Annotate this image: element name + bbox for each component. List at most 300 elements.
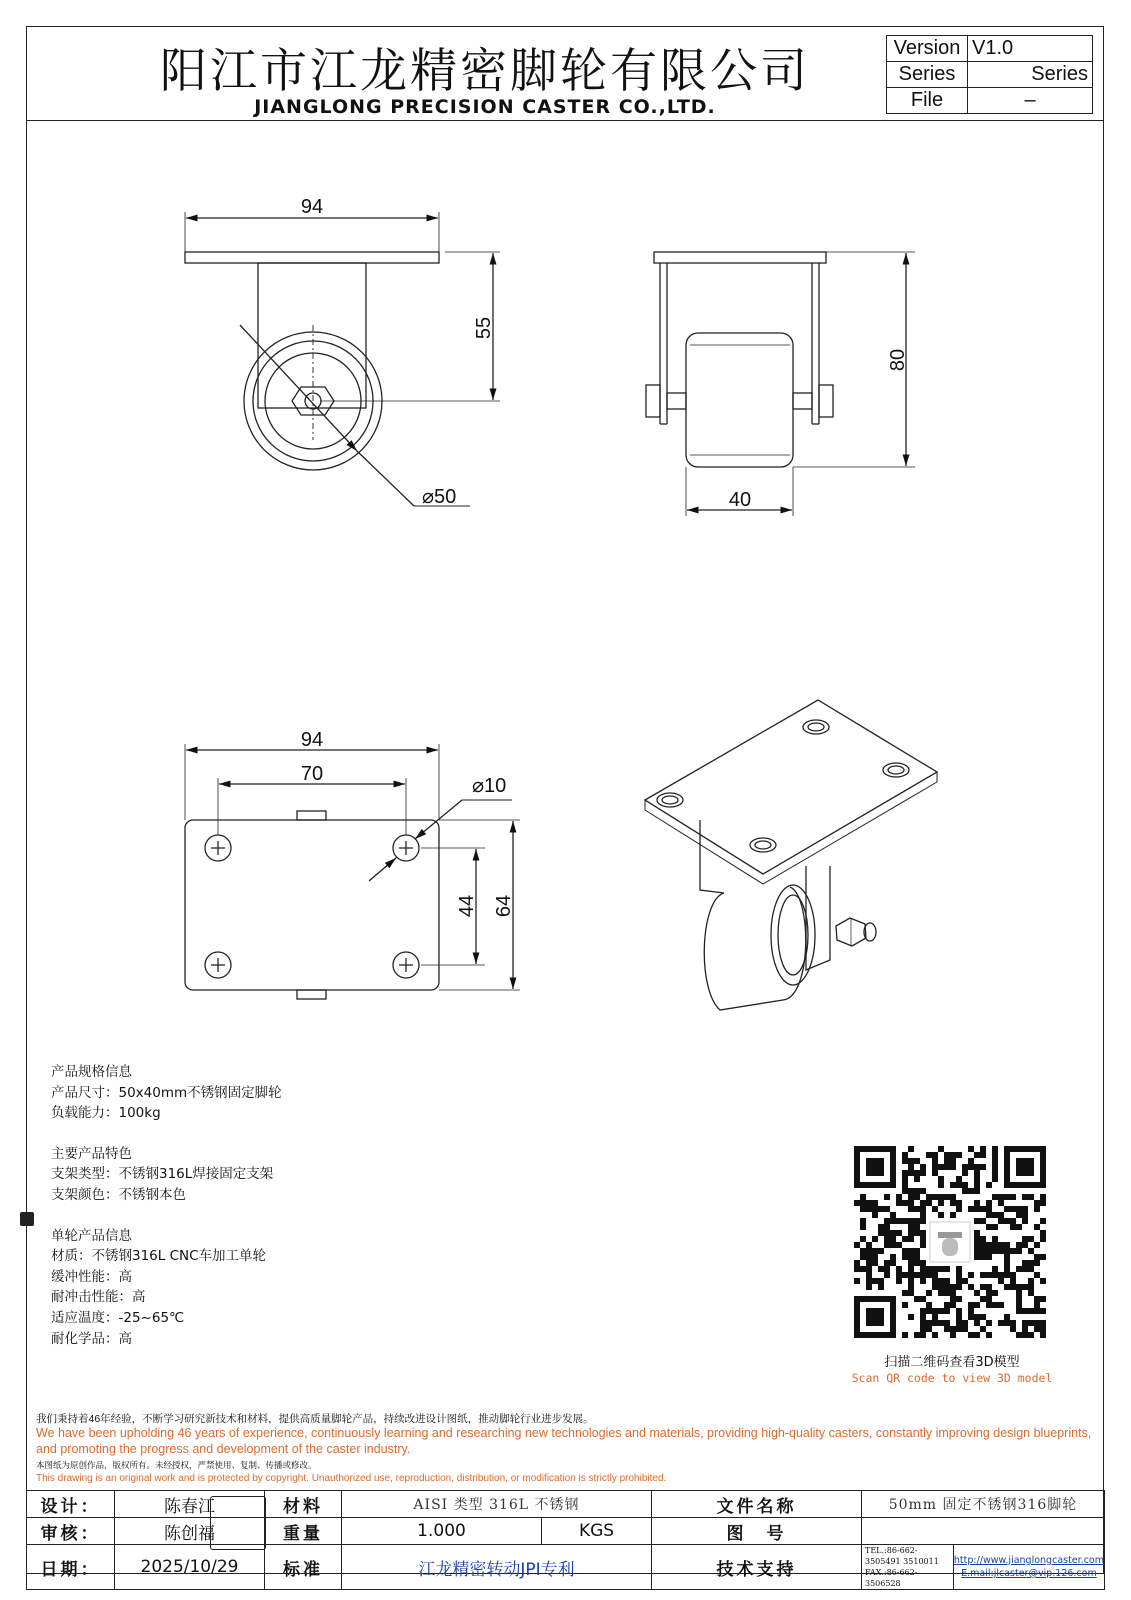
qr-module	[968, 1302, 974, 1308]
qr-module	[962, 1320, 968, 1326]
qr-module	[914, 1248, 920, 1254]
qr-module	[890, 1236, 896, 1242]
qr-module	[890, 1230, 896, 1236]
qr-module	[944, 1290, 950, 1296]
qr-module	[902, 1290, 908, 1296]
qr-module	[950, 1152, 956, 1158]
qr-module	[872, 1206, 878, 1212]
qr-module	[974, 1164, 980, 1170]
qr-module	[902, 1218, 908, 1224]
dim-wheel-width: 40	[728, 489, 752, 511]
qr-module	[914, 1296, 920, 1302]
qr-module	[998, 1194, 1004, 1200]
signature-box	[210, 1496, 266, 1550]
qr-module	[992, 1236, 998, 1242]
qr-module	[1028, 1236, 1034, 1242]
product-specs	[51, 1062, 282, 1349]
qr-module	[908, 1218, 914, 1224]
material-value: AISI 类型 316L 不锈钢	[342, 1491, 652, 1518]
qr-module	[992, 1242, 998, 1248]
qr-module	[866, 1272, 872, 1278]
qr-module	[860, 1224, 866, 1230]
qr-module	[992, 1152, 998, 1158]
qr-module	[908, 1290, 914, 1296]
qr-module	[1010, 1218, 1016, 1224]
qr-module	[920, 1206, 926, 1212]
qr-module	[1004, 1206, 1010, 1212]
qr-module	[998, 1272, 1004, 1278]
qr-module	[1022, 1218, 1028, 1224]
qr-module	[998, 1248, 1004, 1254]
qr-module	[938, 1290, 944, 1296]
qr-module	[920, 1332, 926, 1338]
qr-module	[1040, 1278, 1046, 1284]
qr-module	[872, 1278, 878, 1284]
qr-module	[884, 1242, 890, 1248]
qr-module	[950, 1332, 956, 1338]
qr-module	[980, 1296, 986, 1302]
qr-module	[914, 1224, 920, 1230]
top-view	[185, 744, 520, 999]
designer-name: 陈春江	[115, 1491, 265, 1518]
qr-module	[914, 1170, 920, 1176]
qr-module	[902, 1188, 908, 1194]
qr-module	[866, 1248, 872, 1254]
qr-module	[938, 1176, 944, 1182]
qr-module	[992, 1290, 998, 1296]
notice-cn-2: 本图纸为原创作品，版权所有。未经授权，严禁使用、复制、传播或修改。	[36, 1460, 317, 1470]
qr-module	[986, 1248, 992, 1254]
qr-module	[998, 1242, 1004, 1248]
qr-module	[1016, 1296, 1022, 1302]
qr-module	[986, 1320, 992, 1326]
qr-module	[938, 1284, 944, 1290]
qr-module	[956, 1206, 962, 1212]
filename-label: 文件名称	[652, 1491, 862, 1518]
qr-module	[1016, 1290, 1022, 1296]
qr-module	[866, 1242, 872, 1248]
qr-module	[950, 1326, 956, 1332]
qr-module	[950, 1182, 956, 1188]
qr-module	[980, 1152, 986, 1158]
qr-module	[902, 1182, 908, 1188]
qr-module	[980, 1236, 986, 1242]
qr-module	[896, 1218, 902, 1224]
spec-heading-2: 主要产品特色	[51, 1145, 132, 1162]
qr-module	[908, 1194, 914, 1200]
qr-module	[902, 1254, 908, 1260]
qr-module	[992, 1272, 998, 1278]
qr-module	[884, 1236, 890, 1242]
qr-module	[986, 1200, 992, 1206]
qr-module	[992, 1176, 998, 1182]
qr-module	[1016, 1224, 1022, 1230]
qr-module	[866, 1278, 872, 1284]
qr-module	[1034, 1254, 1040, 1260]
qr-module	[926, 1290, 932, 1296]
qr-module	[896, 1272, 902, 1278]
qr-module	[1022, 1194, 1028, 1200]
qr-module	[1022, 1260, 1028, 1266]
qr-module	[884, 1266, 890, 1272]
qr-module	[1022, 1242, 1028, 1248]
qr-module	[872, 1212, 878, 1218]
qr-module	[998, 1218, 1004, 1224]
qr-module	[1022, 1326, 1028, 1332]
qr-module	[956, 1320, 962, 1326]
qr-module	[932, 1158, 938, 1164]
qr-module	[926, 1272, 932, 1278]
qr-module	[950, 1284, 956, 1290]
qr-module	[980, 1284, 986, 1290]
qr-module	[1022, 1236, 1028, 1242]
spec-line: 产品尺寸：50x40mm不锈钢固定脚轮	[51, 1084, 282, 1101]
notice-en-2: This drawing is an original work and is protected by copyright. Unauthorized use, reproduction, distribution, or modification is strictly prohibited.	[36, 1473, 667, 1484]
qr-module	[980, 1254, 986, 1260]
qr-module	[950, 1296, 956, 1302]
qr-module	[926, 1326, 932, 1332]
qr-module	[920, 1236, 926, 1242]
qr-module	[860, 1206, 866, 1212]
qr-module	[1022, 1206, 1028, 1212]
qr-module	[908, 1170, 914, 1176]
qr-module	[1034, 1224, 1040, 1230]
qr-module	[980, 1314, 986, 1320]
qr-module	[1004, 1254, 1010, 1260]
qr-module	[920, 1314, 926, 1320]
qr-module	[968, 1314, 974, 1320]
qr-module	[992, 1146, 998, 1152]
qr-module	[950, 1302, 956, 1308]
qr-module	[884, 1206, 890, 1212]
dim-hole-diameter: ⌀10	[472, 775, 507, 797]
qr-module	[1034, 1296, 1040, 1302]
dim-side-height: 80	[887, 348, 909, 372]
qr-module	[974, 1254, 980, 1260]
qr-module	[878, 1206, 884, 1212]
qr-module	[854, 1260, 860, 1266]
qr-module	[944, 1284, 950, 1290]
qr-module	[878, 1248, 884, 1254]
qr-module	[974, 1248, 980, 1254]
website-link[interactable]: http://www.jianglongcaster.com	[953, 1555, 1104, 1566]
qr-module	[902, 1248, 908, 1254]
qr-module	[998, 1212, 1004, 1218]
support-label: 技术支持	[652, 1545, 862, 1590]
qr-module	[914, 1260, 920, 1266]
qr-module	[1034, 1242, 1040, 1248]
qr-module	[908, 1146, 914, 1152]
dim-front-width: 94	[300, 196, 324, 218]
qr-module	[968, 1284, 974, 1290]
qr-module	[920, 1296, 926, 1302]
date-label: 日期：	[27, 1545, 115, 1590]
qr-module	[962, 1170, 968, 1176]
qr-module	[938, 1308, 944, 1314]
qr-module	[1004, 1320, 1010, 1326]
qr-module	[872, 1236, 878, 1242]
qr-module	[908, 1224, 914, 1230]
dim-hole-spacing-y: 44	[456, 894, 478, 918]
qr-module	[1016, 1206, 1022, 1212]
qr-module	[950, 1200, 956, 1206]
qr-module	[980, 1326, 986, 1332]
qr-module	[1034, 1260, 1040, 1266]
qr-module	[1010, 1272, 1016, 1278]
qr-module	[866, 1260, 872, 1266]
qr-module	[968, 1146, 974, 1152]
qr-module	[974, 1236, 980, 1242]
qr-module	[992, 1212, 998, 1218]
qr-module	[956, 1200, 962, 1206]
mounting-hole-br	[393, 952, 419, 978]
front-view	[185, 212, 500, 506]
qr-module	[920, 1200, 926, 1206]
qr-module	[938, 1146, 944, 1152]
qr-module	[950, 1212, 956, 1218]
qr-module	[908, 1206, 914, 1212]
qr-module	[1040, 1296, 1046, 1302]
qr-module	[974, 1302, 980, 1308]
qr-module	[1004, 1248, 1010, 1254]
qr-module	[1022, 1284, 1028, 1290]
qr-module	[1034, 1206, 1040, 1212]
spec-line: 适应温度：-25~65℃	[51, 1309, 185, 1326]
qr-module	[950, 1164, 956, 1170]
qr-module	[1010, 1248, 1016, 1254]
spec-line: 支架类型：不锈钢316L焊接固定支架	[51, 1166, 274, 1183]
qr-module	[1034, 1326, 1040, 1332]
figure-no	[862, 1518, 1105, 1545]
dim-hole-spacing-x: 70	[300, 763, 324, 785]
qr-module	[950, 1194, 956, 1200]
qr-module	[926, 1320, 932, 1326]
qr-module	[1040, 1326, 1046, 1332]
side-view	[646, 252, 915, 516]
qr-module	[860, 1218, 866, 1224]
qr-module	[872, 1260, 878, 1266]
qr-module	[926, 1152, 932, 1158]
qr-module	[884, 1272, 890, 1278]
dim-plate-depth: 64	[493, 894, 515, 918]
qr-module	[908, 1248, 914, 1254]
qr-module	[986, 1302, 992, 1308]
qr-module	[1040, 1218, 1046, 1224]
qr-module	[902, 1200, 908, 1206]
qr-module	[920, 1164, 926, 1170]
spec-line: 耐化学品：高	[51, 1330, 132, 1347]
qr-module	[974, 1176, 980, 1182]
qr-module	[914, 1176, 920, 1182]
qr-module	[944, 1308, 950, 1314]
spec-line: 支架颜色：不锈钢本色	[51, 1186, 186, 1203]
qr-module	[1004, 1242, 1010, 1248]
qr-module	[938, 1278, 944, 1284]
qr-module	[944, 1152, 950, 1158]
notice-cn-1: 我们秉持着46年经验，不断学习研究新技术和材料，提供高质量脚轮产品，持续改进设计图纸，推动脚轮行业进步发展。	[36, 1413, 594, 1425]
email-link[interactable]: E.mail:jlcaster@vip.126.com	[961, 1568, 1097, 1579]
design-label: 设计：	[27, 1491, 115, 1518]
qr-code-icon[interactable]	[854, 1146, 1046, 1338]
qr-module	[986, 1224, 992, 1230]
spec-heading-1: 产品规格信息	[51, 1064, 132, 1080]
qr-module	[860, 1266, 866, 1272]
qr-caption-en: Scan QR code to view 3D model	[851, 1371, 1053, 1385]
qr-module	[872, 1254, 878, 1260]
version-value: V1.0	[968, 36, 1093, 62]
qr-module	[998, 1302, 1004, 1308]
weight-unit: KGS	[542, 1518, 652, 1545]
qr-module	[878, 1284, 884, 1290]
qr-caption-cn: 扫描二维码查看3D模型	[884, 1355, 1020, 1370]
qr-module	[956, 1314, 962, 1320]
qr-module	[956, 1272, 962, 1278]
qr-module	[896, 1200, 902, 1206]
qr-module	[920, 1326, 926, 1332]
dim-front-height: 55	[473, 316, 495, 340]
qr-module	[998, 1320, 1004, 1326]
qr-module	[1016, 1284, 1022, 1290]
qr-module	[926, 1302, 932, 1308]
qr-module	[974, 1170, 980, 1176]
qr-module	[944, 1326, 950, 1332]
qr-module	[974, 1206, 980, 1212]
qr-module	[914, 1206, 920, 1212]
qr-module	[968, 1188, 974, 1194]
standard-value: 江龙精密转动JPI专利	[342, 1545, 652, 1590]
qr-module	[884, 1218, 890, 1224]
qr-module	[914, 1272, 920, 1278]
weight-value: 1.000	[342, 1518, 542, 1545]
qr-module	[968, 1206, 974, 1212]
qr-module	[1040, 1254, 1046, 1260]
qr-module	[968, 1332, 974, 1338]
qr-module	[896, 1278, 902, 1284]
qr-module	[1016, 1242, 1022, 1248]
qr-module	[932, 1278, 938, 1284]
qr-module	[986, 1296, 992, 1302]
qr-module	[1016, 1248, 1022, 1254]
qr-module	[980, 1242, 986, 1248]
qr-module	[962, 1182, 968, 1188]
qr-module	[872, 1248, 878, 1254]
qr-module	[1028, 1290, 1034, 1296]
qr-module	[860, 1200, 866, 1206]
qr-module	[968, 1158, 974, 1164]
qr-module	[1034, 1200, 1040, 1206]
qr-module	[932, 1320, 938, 1326]
qr-module	[902, 1176, 908, 1182]
qr-module	[974, 1182, 980, 1188]
qr-module	[944, 1164, 950, 1170]
qr-module	[896, 1230, 902, 1236]
qr-module	[908, 1314, 914, 1320]
qr-module	[1028, 1266, 1034, 1272]
qr-module	[944, 1302, 950, 1308]
qr-module	[914, 1230, 920, 1236]
file-value: –	[968, 88, 1093, 114]
qr-module	[938, 1200, 944, 1206]
qr-module	[938, 1194, 944, 1200]
qr-module	[1004, 1266, 1010, 1272]
qr-module	[878, 1266, 884, 1272]
qr-module	[980, 1218, 986, 1224]
reviewer-name: 陈创福	[115, 1518, 265, 1545]
qr-module	[962, 1164, 968, 1170]
spec-heading-3: 单轮产品信息	[51, 1227, 132, 1244]
qr-module	[932, 1272, 938, 1278]
qr-module	[890, 1242, 896, 1248]
qr-module	[914, 1218, 920, 1224]
qr-module	[980, 1146, 986, 1152]
qr-module	[992, 1164, 998, 1170]
qr-module	[884, 1194, 890, 1200]
qr-module	[878, 1278, 884, 1284]
qr-module	[1028, 1284, 1034, 1290]
qr-module	[1028, 1320, 1034, 1326]
qr-module	[1010, 1320, 1016, 1326]
qr-module	[920, 1308, 926, 1314]
qr-module	[902, 1272, 908, 1278]
qr-module	[1022, 1332, 1028, 1338]
notice-en-1: We have been upholding 46 years of experience, continuously learning and researching new technologies and materials, providing high-quality casters, constantly improving design blueprints, and promoting the progress and development of the caster industry.	[36, 1426, 1092, 1456]
qr-module	[1004, 1272, 1010, 1278]
series-key: Series	[887, 62, 968, 88]
qr-module	[1010, 1224, 1016, 1230]
qr-module	[974, 1314, 980, 1320]
qr-module	[932, 1152, 938, 1158]
file-key: File	[887, 88, 968, 114]
qr-module	[950, 1158, 956, 1164]
qr-module	[920, 1242, 926, 1248]
qr-module	[1004, 1284, 1010, 1290]
figure-label: 图 号	[652, 1518, 862, 1545]
qr-module	[998, 1278, 1004, 1284]
qr-module	[860, 1194, 866, 1200]
qr-module	[926, 1308, 932, 1314]
qr-module	[1040, 1332, 1046, 1338]
review-label: 审核：	[27, 1518, 115, 1545]
qr-module	[920, 1212, 926, 1218]
qr-module	[944, 1320, 950, 1326]
qr-module	[956, 1296, 962, 1302]
fax-text: FAX.:86-662-3506528	[865, 1568, 918, 1588]
qr-module	[986, 1212, 992, 1218]
qr-module	[944, 1266, 950, 1272]
qr-module	[920, 1230, 926, 1236]
qr-module	[1022, 1308, 1028, 1314]
qr-module	[914, 1194, 920, 1200]
qr-module	[974, 1200, 980, 1206]
qr-module	[926, 1194, 932, 1200]
series-value: Series	[968, 62, 1093, 88]
qr-module	[1028, 1278, 1034, 1284]
qr-module	[854, 1266, 860, 1272]
spec-line: 耐冲击性能：高	[51, 1289, 146, 1306]
qr-module	[884, 1260, 890, 1266]
qr-module	[938, 1266, 944, 1272]
qr-module	[896, 1266, 902, 1272]
qr-module	[1028, 1332, 1034, 1338]
qr-module	[962, 1188, 968, 1194]
qr-module	[908, 1158, 914, 1164]
qr-module	[908, 1254, 914, 1260]
standard-label: 标准	[265, 1545, 342, 1590]
qr-module	[1010, 1194, 1016, 1200]
qr-module	[992, 1302, 998, 1308]
qr-module	[890, 1218, 896, 1224]
qr-module	[1016, 1332, 1022, 1338]
